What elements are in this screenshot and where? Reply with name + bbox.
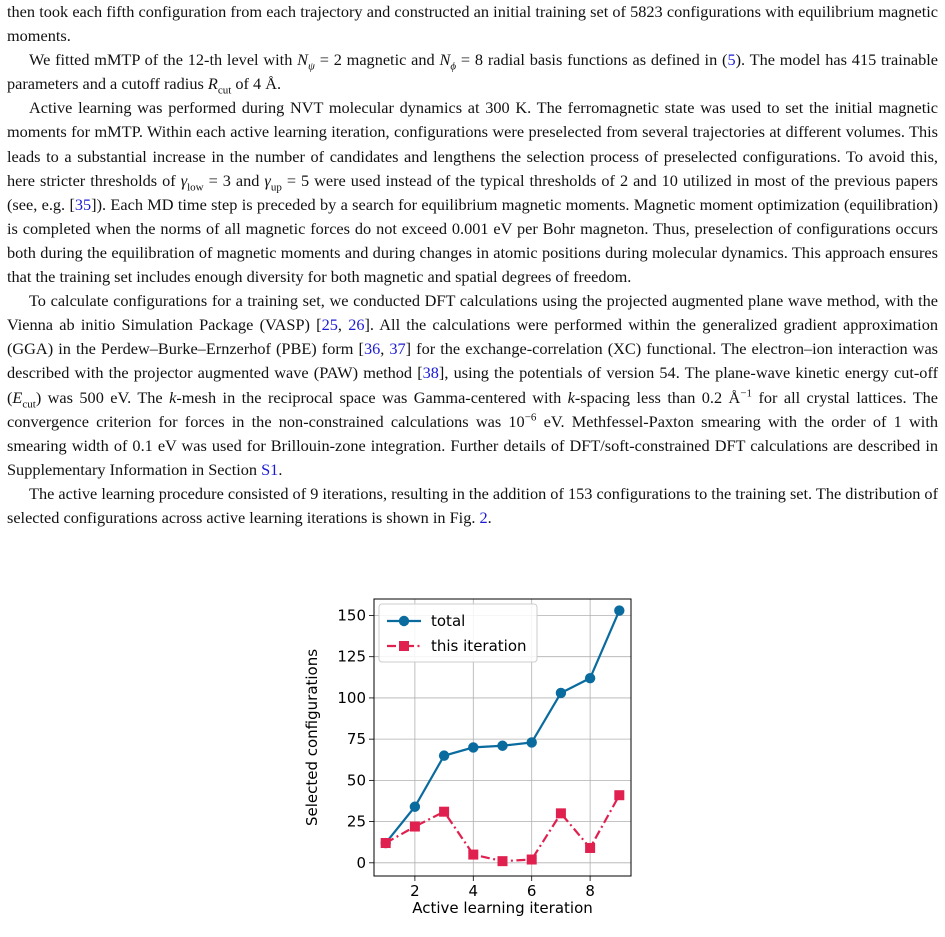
data-point bbox=[468, 742, 478, 752]
x-tick-label: 6 bbox=[526, 882, 537, 900]
citation-38[interactable]: 38 bbox=[422, 363, 439, 383]
legend-label: this iteration bbox=[431, 637, 527, 655]
x-tick-label: 4 bbox=[468, 882, 479, 900]
data-point bbox=[527, 737, 537, 747]
supplementary-section-s1-link[interactable]: S1 bbox=[261, 459, 279, 479]
y-axis-label: Selected configurations bbox=[303, 648, 321, 827]
figure-2-link[interactable]: 2 bbox=[479, 507, 488, 527]
data-point bbox=[527, 855, 537, 865]
citation-36[interactable]: 36 bbox=[363, 339, 381, 359]
legend-label: total bbox=[431, 612, 466, 630]
y-tick-label: 25 bbox=[346, 812, 366, 831]
legend-marker bbox=[399, 616, 409, 626]
data-point bbox=[614, 790, 624, 800]
x-axis-label: Active learning iteration bbox=[412, 899, 593, 917]
data-point bbox=[556, 688, 566, 698]
y-tick-label: 150 bbox=[337, 606, 366, 625]
data-point bbox=[410, 802, 420, 812]
figure-2 bbox=[305, 592, 640, 932]
selected-configurations-chart bbox=[305, 592, 640, 932]
data-point bbox=[439, 750, 449, 760]
y-tick-label: 0 bbox=[356, 853, 366, 872]
data-point bbox=[556, 808, 566, 818]
x-tick-label: 8 bbox=[585, 882, 595, 900]
paper-body bbox=[7, 0, 938, 530]
paragraph-1: We fitted mMTP of the 12-th level with $N_\psi = 2$ magnetic and $N_\phi = 8$ radial basis functions as defined in (5). The model has 415 trainable parameters and a cutoff radius $R_{cut}$ of 4 Å. bbox=[7, 50, 938, 97]
paragraph-3: To calculate configurations for a training set, we conducted DFT calculations using the projected augmented plane wave method, with the Vienna ab initio Simulation Package (VASP) [25, 26]. All the calculations were performed within the generalized gradient approximation (GGA) in the Perdew–Burke–Ernzerhof (PBE) form [36, 37] for the exchange-correlation (XC) functional. The electron–ion interaction was described with the projector augmented wave (PAW) method [38], using the potentials of version 54. The plane-wave kinetic energy cut-off $(E_{cut})$ was 500 eV. The k-mesh in the reciprocal space was Gamma-centered with k-spacing less than 0.2 $Å^{-1}$ for all crystal lattices. The convergence criterion for forces in the non-constrained calculations was $10^{-6}$ eV. Methfessel-Paxton smearing with the order of 1 with smearing width of 0.1 eV was used for Brillouin-zone integration. Further details of DFT/soft-constrained DFT calculations are described in Supplementary Information in Section S1. bbox=[7, 291, 939, 479]
equation-ref-5[interactable]: 5 bbox=[727, 50, 736, 70]
data-point bbox=[497, 741, 507, 751]
paragraph-4: The active learning procedure consisted of 9 iterations, resulting in the addition of 153 configurations to the training set. The distribution of selected configurations across active learning iterations is shown in Fig. 2. bbox=[7, 483, 938, 527]
legend bbox=[379, 604, 537, 662]
data-point bbox=[585, 673, 595, 683]
series-line bbox=[386, 795, 620, 861]
legend-marker bbox=[399, 641, 409, 651]
citation-26[interactable]: 26 bbox=[348, 315, 365, 335]
y-tick-label: 50 bbox=[346, 771, 366, 790]
data-point bbox=[410, 822, 420, 832]
paragraph-0: then took each fifth configuration from each trajectory and constructed an initial training set of 5823 configurations with equilibrium magnetic moments. bbox=[7, 2, 938, 46]
paragraph-2: Active learning was performed during NVT molecular dynamics at 300 K. The ferromagnetic state was used to set the initial magnetic moments for mMTP. Within each active learning iteration, configurations were preselected from several trajectories at different volumes. This leads to a substantial increase in the number of candidates and lengthens the selection process of preselected configurations. To avoid this, here stricter thresholds of $\gamma_{low} = 3$ and $\gamma_{up} = 5$ were used instead of the typical thresholds of 2 and 10 utilized in most of the previous papers (see, e.g. [35]). Each MD time step is preceded by a search for equilibrium magnetic moments. Magnetic moment optimization (equilibration) is completed when the norms of all magnetic forces do not exceed 0.001 eV per Bohr magneton. Thus, preselection of configurations occurs both during the equilibration of magnetic moments and during changes in atomic positions during molecular dynamics. This approach ensures that the training set includes enough diversity for both magnetic and spatial degrees of freedom. bbox=[7, 98, 938, 287]
y-tick-label: 100 bbox=[337, 688, 366, 707]
y-tick-label: 125 bbox=[337, 647, 366, 666]
data-point bbox=[439, 807, 449, 817]
data-point bbox=[468, 850, 478, 860]
data-point bbox=[381, 838, 391, 848]
data-point bbox=[614, 605, 624, 615]
y-tick-label: 75 bbox=[346, 730, 366, 749]
data-point bbox=[498, 856, 508, 866]
citation-25[interactable]: 25 bbox=[321, 315, 338, 335]
data-point bbox=[585, 843, 595, 853]
citation-35[interactable]: 35 bbox=[74, 194, 92, 214]
citation-37[interactable]: 37 bbox=[389, 339, 406, 359]
x-tick-label: 2 bbox=[410, 882, 420, 900]
